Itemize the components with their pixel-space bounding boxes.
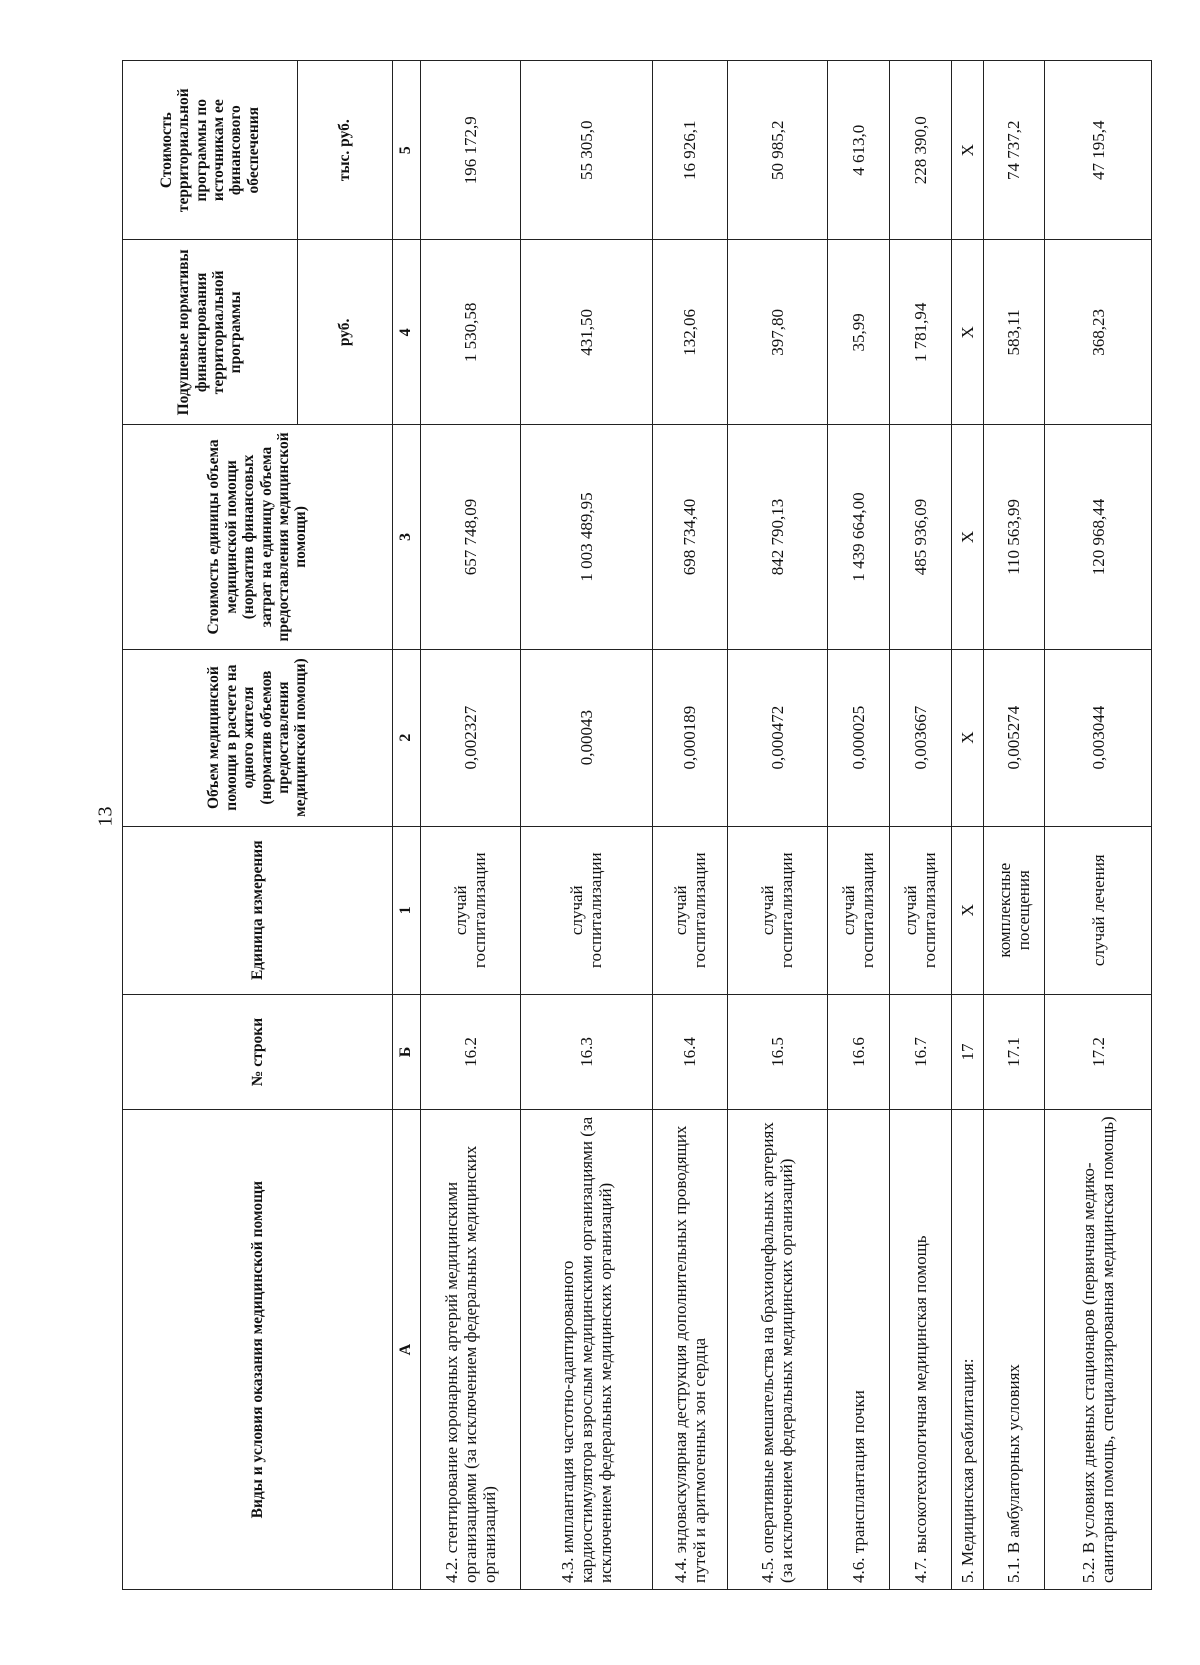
column-index: 5 — [393, 61, 421, 240]
cell-per-capita: 1 530,58 — [420, 240, 520, 425]
cell-unit: комплексные посещения — [983, 826, 1045, 994]
cell-kind: 4.3. имплантация частотно-адаптированного кардиостимулятора взрослым медицинскими организациями (за исключением федеральных медицинских организаций) — [520, 1110, 652, 1590]
cell-row-no: 16.4 — [653, 994, 728, 1109]
rotated-table-container — [122, 60, 1152, 1590]
cell-volume: 0,002327 — [420, 649, 520, 826]
cell-row-no: 16.6 — [827, 994, 889, 1109]
header-row-no: № строки — [123, 994, 393, 1109]
table-row — [827, 61, 889, 1590]
cell-kind: 4.4. эндоваскулярная деструкция дополнительных проводящих путей и аритмогенных зон сердца — [653, 1110, 728, 1590]
cell-kind: 5.2. В условиях дневных стационаров (первичная медико-санитарная помощь, специализированная медицинская помощь) — [1045, 1110, 1152, 1590]
cell-unit: случай госпитализации — [653, 826, 728, 994]
table-row — [1045, 61, 1152, 1590]
cell-volume: 0,000472 — [727, 649, 827, 826]
header-program-cost: Стоимость территориальной программы по источникам ее финансового обеспечения — [123, 61, 298, 240]
cell-kind: 4.7. высокотехнологичная медицинская помощь — [889, 1110, 951, 1590]
table-row — [983, 61, 1045, 1590]
cell-per-capita: 397,80 — [727, 240, 827, 425]
cell-unit: Х — [951, 826, 983, 994]
header-program-cost-unit: тыс. руб. — [298, 61, 393, 240]
cell-program-cost: 228 390,0 — [889, 61, 951, 240]
cell-per-capita: 1 781,94 — [889, 240, 951, 425]
cell-per-capita: 368,23 — [1045, 240, 1152, 425]
header-volume: Объем медицинской помощи в расчете на одного жителя (норматив объемов предоставления медицинской помощи) — [123, 649, 393, 826]
cell-cost: 842 790,13 — [727, 425, 827, 649]
cell-per-capita: Х — [951, 240, 983, 425]
cell-row-no: 17.1 — [983, 994, 1045, 1109]
cell-row-no: 17.2 — [1045, 994, 1152, 1109]
cell-kind: 4.5. оперативные вмешательства на брахиоцефальных артериях (за исключением федеральных медицинских организаций) — [727, 1110, 827, 1590]
financing-table — [122, 60, 1152, 1590]
column-index: 2 — [393, 649, 421, 826]
cell-per-capita: 583,11 — [983, 240, 1045, 425]
cell-unit: случай госпитализации — [727, 826, 827, 994]
cell-cost: Х — [951, 425, 983, 649]
cell-volume: 0,003044 — [1045, 649, 1152, 826]
page-number: 13 — [94, 806, 117, 827]
column-index-row — [393, 61, 421, 1590]
cell-kind: 5.1. В амбулаторных условиях — [983, 1110, 1045, 1590]
cell-row-no: 16.2 — [420, 994, 520, 1109]
header-unit: Единица измерения — [123, 826, 393, 994]
cell-program-cost: 74 737,2 — [983, 61, 1045, 240]
cell-volume: 0,005274 — [983, 649, 1045, 826]
cell-row-no: 16.7 — [889, 994, 951, 1109]
header-per-capita-unit: руб. — [298, 240, 393, 425]
table-row — [889, 61, 951, 1590]
cell-row-no: 16.5 — [727, 994, 827, 1109]
header-row — [123, 61, 298, 1590]
cell-unit: случай госпитализации — [827, 826, 889, 994]
cell-cost: 1 439 664,00 — [827, 425, 889, 649]
cell-volume: Х — [951, 649, 983, 826]
cell-volume: 0,000025 — [827, 649, 889, 826]
cell-per-capita: 431,50 — [520, 240, 652, 425]
cell-program-cost: 47 195,4 — [1045, 61, 1152, 240]
cell-unit: случай госпитализации — [520, 826, 652, 994]
cell-row-no: 16.3 — [520, 994, 652, 1109]
column-index: 3 — [393, 425, 421, 649]
column-index: А — [393, 1110, 421, 1590]
table-row — [727, 61, 827, 1590]
cell-kind: 4.6. трансплантация почки — [827, 1110, 889, 1590]
cell-volume: 0,00043 — [520, 649, 652, 826]
cell-program-cost: 55 305,0 — [520, 61, 652, 240]
column-index: Б — [393, 994, 421, 1109]
cell-program-cost: 196 172,9 — [420, 61, 520, 240]
header-per-capita: Подушевые нормативы финансирования территориальной программы — [123, 240, 298, 425]
cell-cost: 698 734,40 — [653, 425, 728, 649]
cell-volume: 0,003667 — [889, 649, 951, 826]
header-kind: Виды и условия оказания медицинской помощи — [123, 1110, 393, 1590]
cell-per-capita: 132,06 — [653, 240, 728, 425]
cell-cost: 120 968,44 — [1045, 425, 1152, 649]
column-index: 1 — [393, 826, 421, 994]
cell-row-no: 17 — [951, 994, 983, 1109]
table-row — [520, 61, 652, 1590]
cell-program-cost: 50 985,2 — [727, 61, 827, 240]
cell-volume: 0,000189 — [653, 649, 728, 826]
column-index: 4 — [393, 240, 421, 425]
cell-kind: 4.2. стентирование коронарных артерий медицинскими организациями (за исключением федеральных медицинских организаций) — [420, 1110, 520, 1590]
cell-per-capita: 35,99 — [827, 240, 889, 425]
table-row — [653, 61, 728, 1590]
header-cost: Стоимость единицы объема медицинской помощи (норматив финансовых затрат на единицу объема предоставления медицинской помощи) — [123, 425, 393, 649]
cell-unit: случай госпитализации — [889, 826, 951, 994]
cell-program-cost: 16 926,1 — [653, 61, 728, 240]
table-row — [951, 61, 983, 1590]
cell-cost: 1 003 489,95 — [520, 425, 652, 649]
cell-unit: случай лечения — [1045, 826, 1152, 994]
cell-unit: случай госпитализации — [420, 826, 520, 994]
cell-cost: 485 936,09 — [889, 425, 951, 649]
cell-cost: 110 563,99 — [983, 425, 1045, 649]
cell-program-cost: 4 613,0 — [827, 61, 889, 240]
cell-kind: 5. Медицинская реабилитация: — [951, 1110, 983, 1590]
table-row — [420, 61, 520, 1590]
cell-program-cost: Х — [951, 61, 983, 240]
cell-cost: 657 748,09 — [420, 425, 520, 649]
